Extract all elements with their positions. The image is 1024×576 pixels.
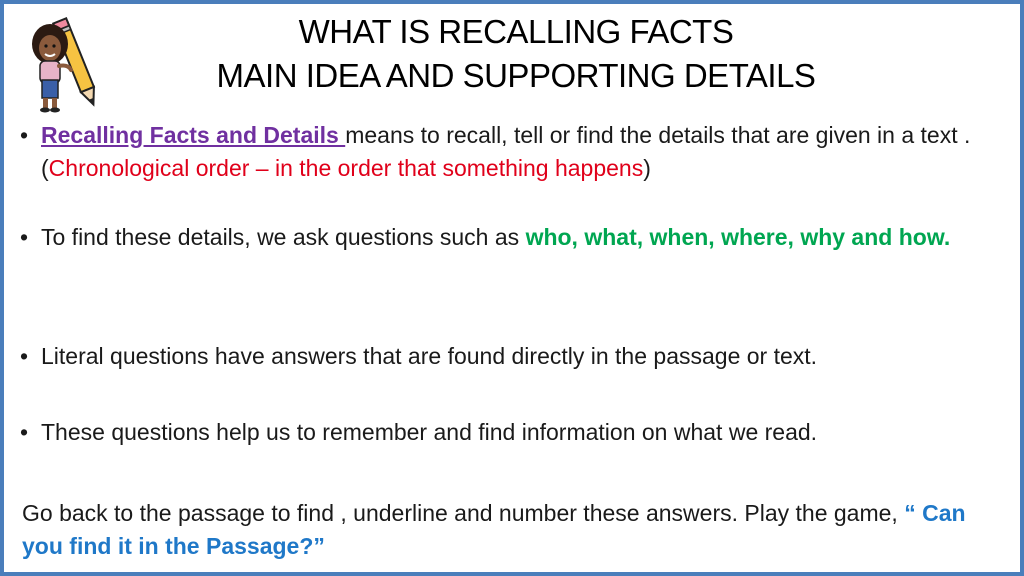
question-words-text: who, what, when, where, why and how. [525, 224, 951, 250]
game-title-text: “ Can you find it in the Passage?” [22, 500, 966, 559]
bullet-dot: • [20, 122, 29, 148]
bullet-text: These questions help us to remember and find information on what we read. [41, 419, 818, 445]
chronological-order-text: Chronological order – in the order that something happens [48, 155, 644, 181]
bullet-dot: • [20, 419, 29, 445]
bullet-dot: • [20, 343, 29, 369]
closing-text: Go back to the passage to find , underline and number these answers. Play the game, [22, 500, 905, 526]
closing-instructions [22, 497, 1012, 563]
title-line-1: WHAT IS RECALLING FACTS [298, 13, 734, 50]
bullet-find-details [20, 221, 1010, 254]
bullet-literal-questions [20, 340, 1010, 373]
bullet-recalling-facts [20, 119, 1010, 185]
bullet-text: Literal questions have answers that are found directly in the passage or text. [41, 343, 818, 369]
page-title [4, 10, 1024, 98]
bullet-text: To find these details, we ask questions such as [41, 224, 526, 250]
title-line-2: MAIN IDEA AND SUPPORTING DETAILS [216, 57, 816, 94]
bullet-remember-information [20, 416, 1010, 449]
bullet-dot: • [20, 224, 29, 250]
bullet-text: means to recall, tell or find the details that are given in a text .( [41, 122, 971, 181]
term-recalling-facts: Recalling Facts and Details [41, 122, 346, 148]
bullet-text-end: ) [643, 155, 651, 181]
